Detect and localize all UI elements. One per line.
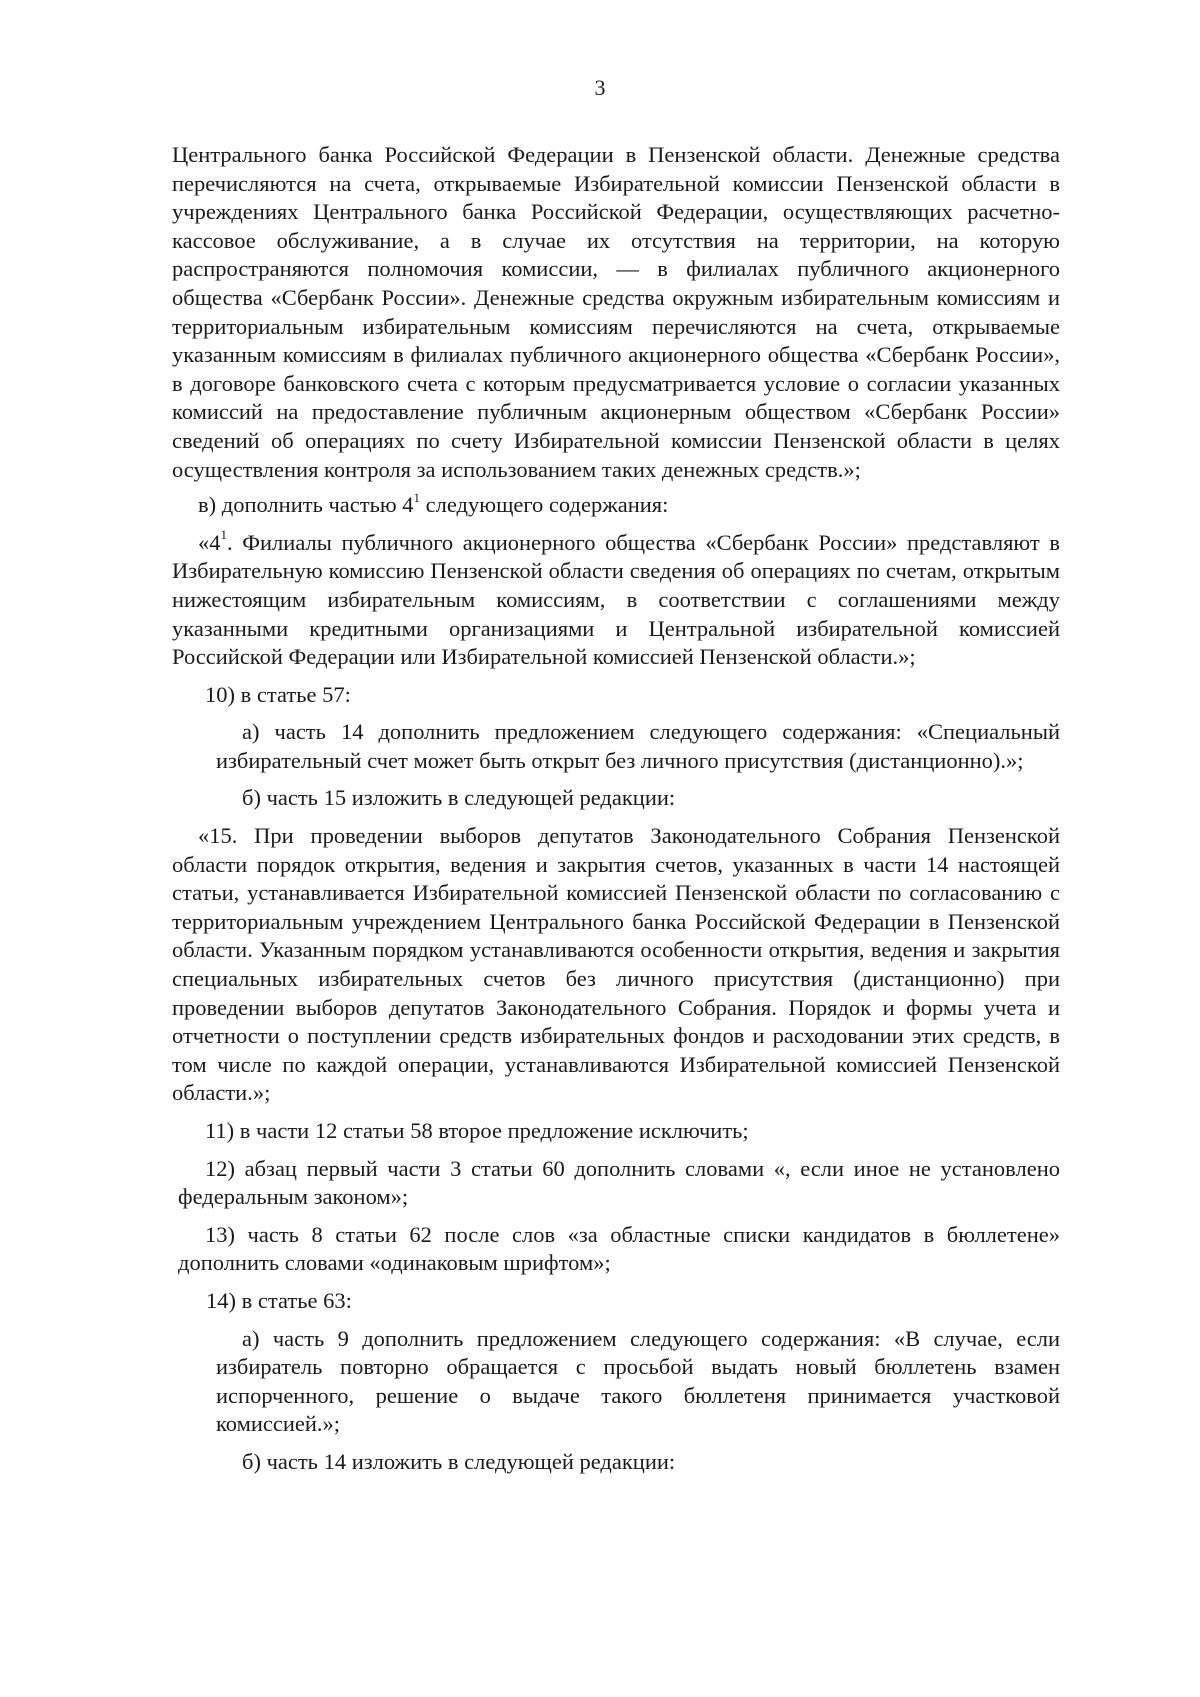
- paragraph-text: следующего содержания:: [420, 492, 669, 518]
- document-body: [172, 141, 1060, 1477]
- paragraph-item-14b: б) часть 14 изложить в следующей редакции:: [242, 1448, 676, 1474]
- paragraph-text: в) дополнить частью 4: [198, 492, 414, 518]
- paragraph-item-10b: б) часть 15 изложить в следующей редакции:: [242, 785, 676, 811]
- paragraph-item-11: 11) в части 12 статьи 58 второе предложение исключить;: [205, 1118, 749, 1143]
- paragraph-text: . Филиалы публичного акционерного общества «Сбербанк России» представляют в Избирательную комиссию Пензенской области сведения об операциях по счетам, открытым нижестоящим избирательным комиссиям, в соответствии с соглашениями между указанными кредитными организациями и Центральной избирательной комиссией Российской Федерации или Избирательной комиссией Пензенской области.»;: [172, 529, 1060, 670]
- paragraph-item-14a: [172, 1325, 1060, 1439]
- paragraph-item-10: 10) в статье 57:: [205, 681, 351, 707]
- paragraph-item-14: 14) в статье 63:: [206, 1287, 352, 1313]
- paragraph-item-12: 12) абзац первый части 3 статьи 60 дополнить словами «, если иное не установлено федеральным законом»;: [178, 1155, 1060, 1210]
- superscript: 1: [220, 527, 227, 543]
- paragraph-continuation: Центрального банка Российской Федерации в Пензенской области. Денежные средства перечисляются на счета, открываемые Избирательной комиссии Пензенской области в учреждениях Центрального банка Российской Федерации, осуществляющих расчетно-кассовое обслуживание, а в случае их отсутствия на территории, на которую распространяются полномочия комиссии, — в филиалах публичного акционерного общества «Сбербанк России». Денежные средства окружным избирательным комиссиям и территориальным избирательным комиссиям перечисляются на счета, открываемые указанным комиссиям в филиалах публичного акционерного общества «Сбербанк России», в договоре банковского счета с которым предусматривается условие о согласии указанных комиссий на предоставление публичным акционерным обществом «Сбербанк России» сведений об операциях по счету Избирательной комиссии Пензенской области в целях осуществления контроля за использованием таких денежных средств.»;: [172, 142, 1060, 482]
- paragraph-part-15: «15. При проведении выборов депутатов Законодательного Собрания Пензенской области порядок открытия, ведения и закрытия счетов, указанных в части 14 настоящей статьи, устанавливается Избирательной комиссией Пензенской области по согласованию с территориальным учреждением Центрального банка Российской Федерации в Пензенской области. Указанным порядком устанавливаются особенности открытия, ведения и закрытия специальных избирательных счетов без личного присутствия (дистанционно) при проведении выборов депутатов Законодательного Собрания. Порядок и формы учета и отчетности о поступлении средств избирательных фондов и расходовании этих средств, в том числе по каждой операции, устанавливаются Избирательной комиссией Пензенской области.»;: [172, 823, 1060, 1106]
- paragraph-part-4-1: [172, 529, 1060, 672]
- paragraph-item-10a: [172, 718, 1060, 775]
- superscript: 1: [413, 489, 421, 505]
- paragraph-item-13: 13) часть 8 статьи 62 после слов «за областные списки кандидатов в бюллетене» дополнить словами «одинаковым шрифтом»;: [178, 1221, 1060, 1276]
- paragraph-text: «4: [198, 529, 221, 555]
- page-number: 3: [594, 75, 606, 100]
- paragraph-text: а) часть 9 дополнить предложением следующего содержания: «В случае, если избиратель повторно обращается с просьбой выдать новый бюллетень взамен испорченного, решение о выдаче такого бюллетеня принимается участковой комиссией.»;: [216, 1325, 1060, 1437]
- paragraph-amend-v: [172, 491, 1060, 520]
- paragraph-text: а) часть 14 дополнить предложением следующего содержания: «Специальный избирательный счет может быть открыт без личного присутствия (дистанционно).»;: [216, 719, 1060, 773]
